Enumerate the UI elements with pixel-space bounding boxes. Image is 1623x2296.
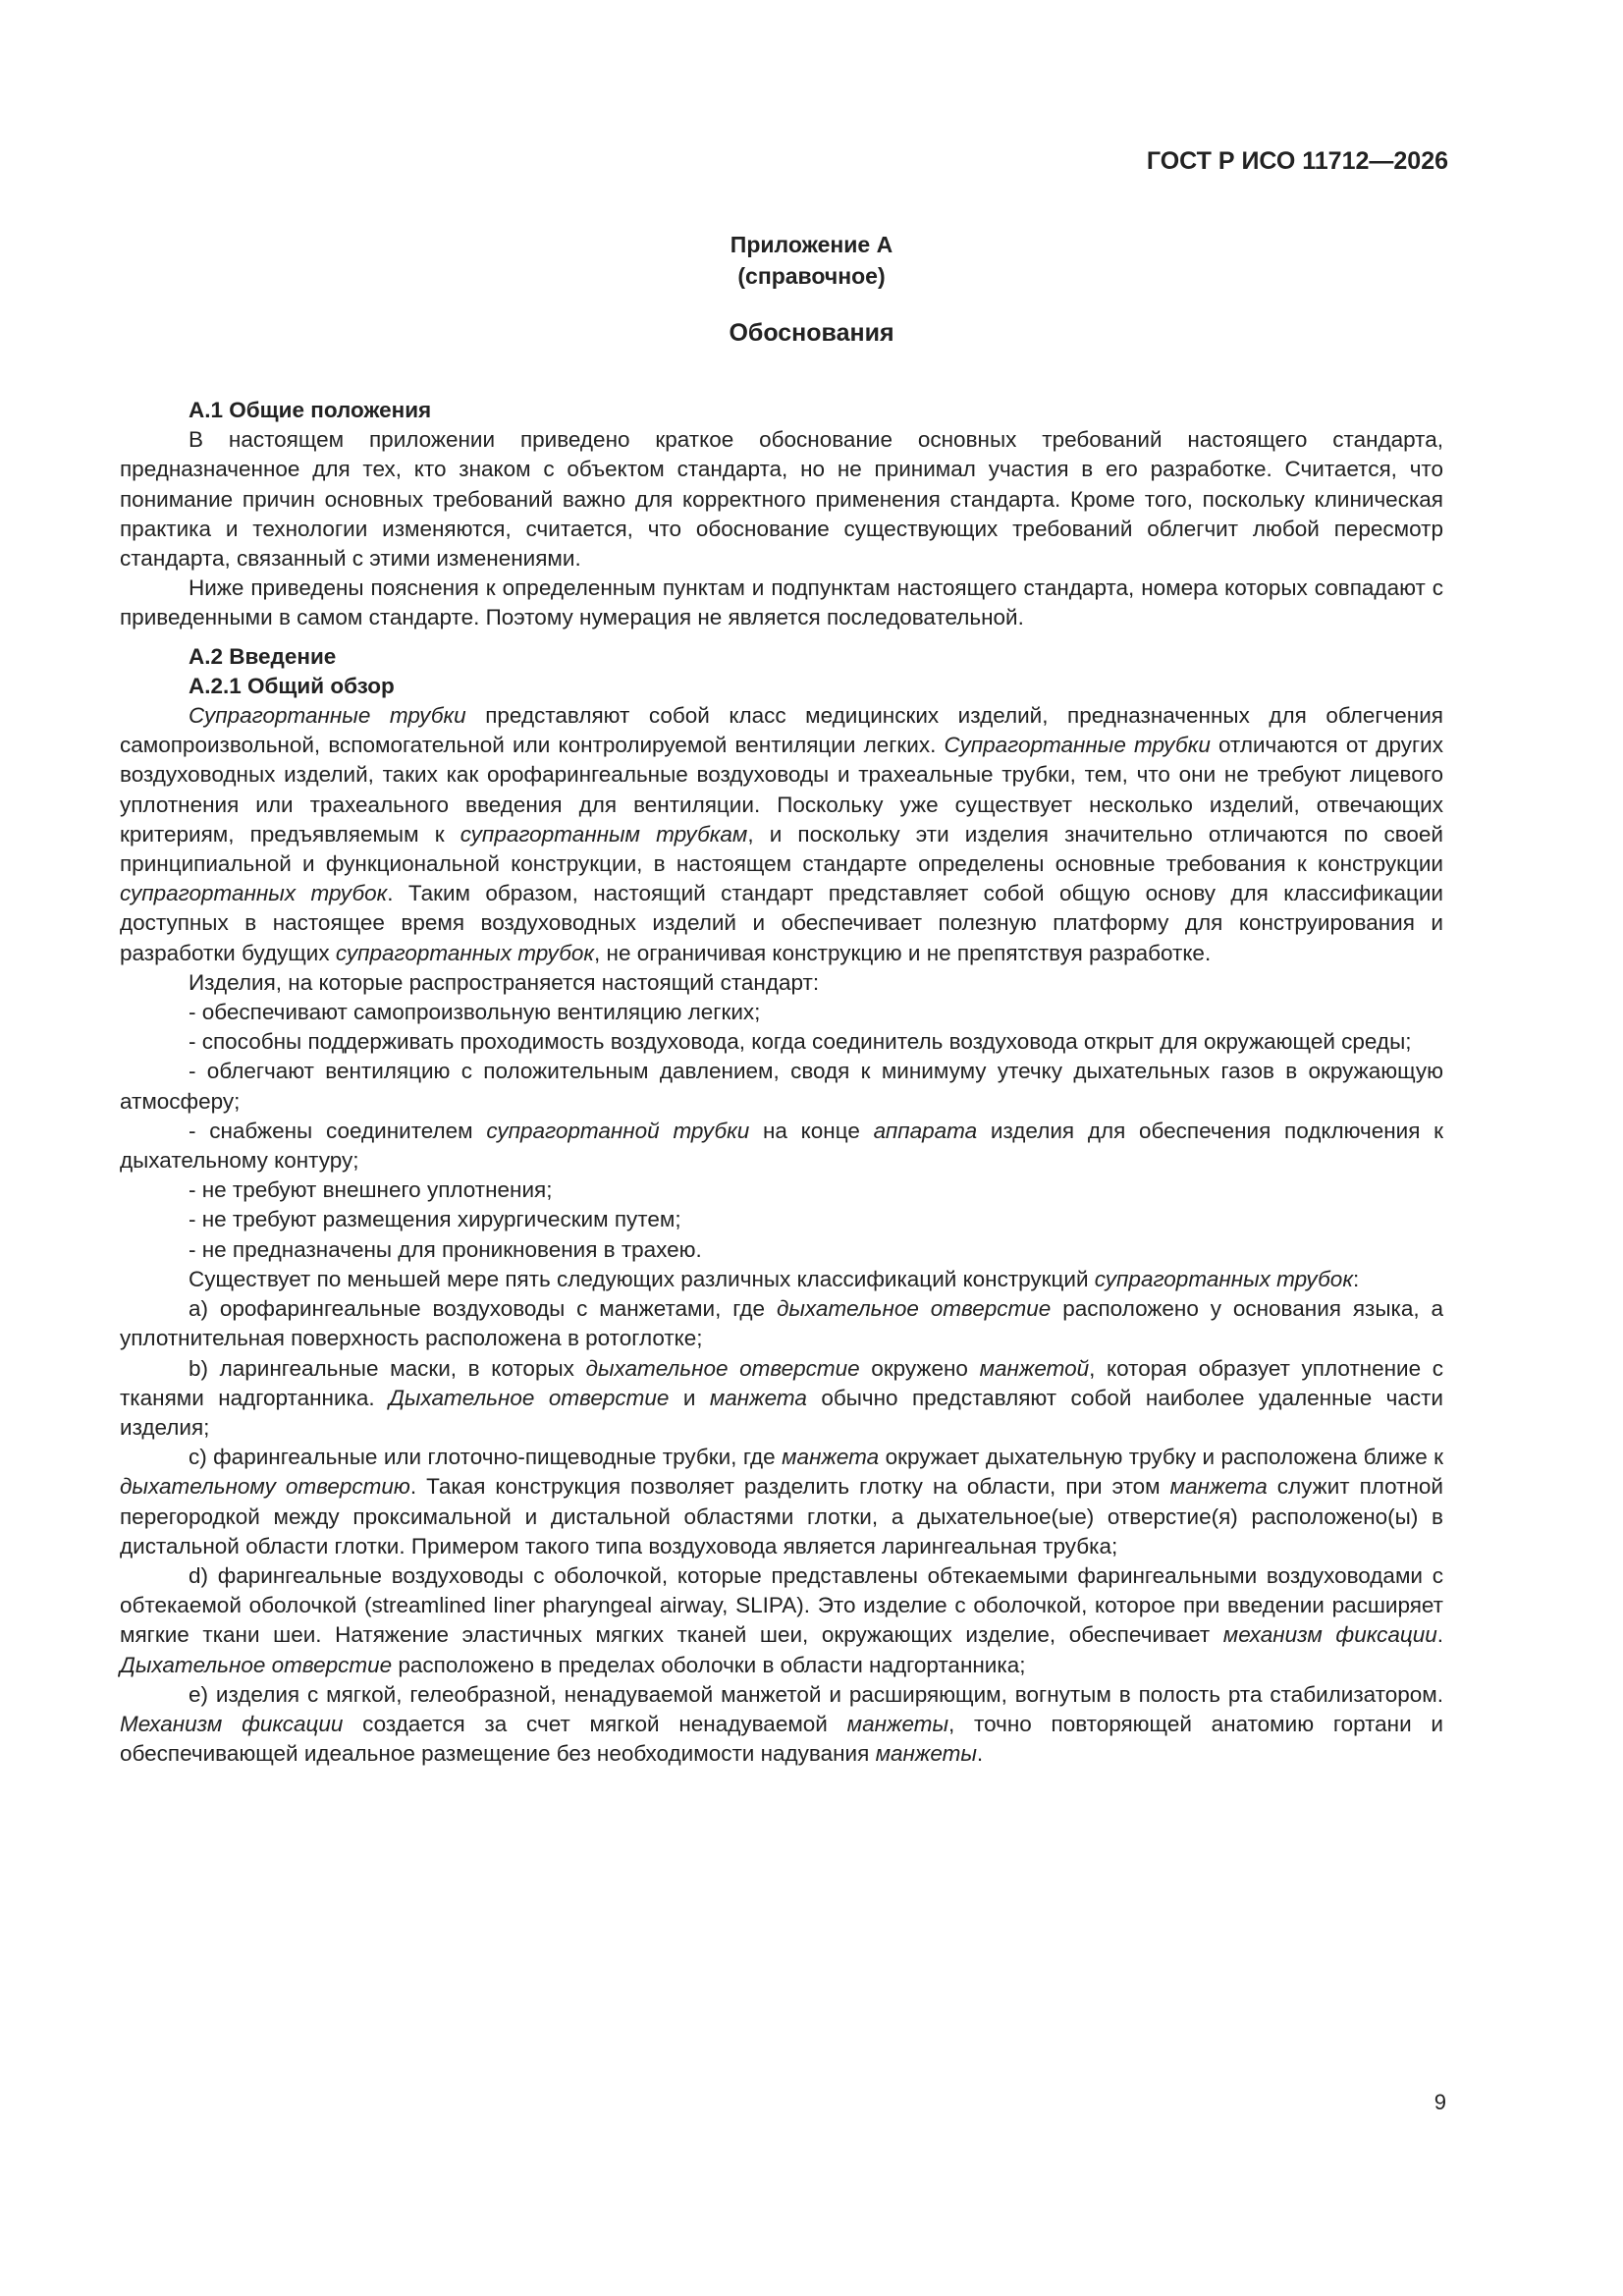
term: аппарата [873, 1118, 978, 1143]
text-run: представляют собой класс медицинских изделий, предназначенных для облегчения самопроизвольной, вспомогательной или контролируемой вентиляции легких. [120, 703, 1443, 758]
text-run: : [1352, 1266, 1360, 1291]
term: Дыхательное отверстие [120, 1652, 393, 1677]
term: Механизм фиксации [120, 1711, 344, 1736]
standard-code: ГОСТ Р ИСО 11712—2026 [1146, 147, 1448, 175]
text-run: служит плотной перегородкой между проксимальной и дистальной областями глотки, а дыхательное(ые) отверстие(я) расположено(ы) в дистальной области глотки. Примером такого типа воздуховода является ларингеальная трубка; [120, 1474, 1443, 1558]
text-run: создается за счет мягкой ненадуваемой [343, 1711, 847, 1736]
term: дыхательному отверстию [120, 1474, 410, 1500]
text-run: . [1436, 1622, 1443, 1648]
classes-intro [120, 1265, 1443, 1294]
term: манжеты [875, 1741, 977, 1767]
text-run: . [976, 1741, 984, 1767]
class-item-b [120, 1354, 1443, 1444]
class-item-d [120, 1561, 1443, 1680]
annex-status: (справочное) [737, 263, 886, 289]
text-run: e) изделия с мягкой, гелеобразной, ненадуваемой манжетой и расширяющим, вогнутым в полость рта стабилизатором. [189, 1681, 1443, 1707]
text-run: d) фарингеальные воздуховоды с оболочкой, которые представлены обтекаемыми фарингеальными воздуховодами с обтекаемой оболочкой (streamlined liner pharyngeal airway, SLIPA). Это изделие с оболочкой, которое при введении расширяет мягкие ткани шеи. Натяжение эластичных мягких тканей шеи, окружающих изделие, обеспечивает [120, 1562, 1443, 1648]
text-run: - снабжены соединителем [189, 1118, 487, 1143]
text-run: обычно представляют собой наиболее удаленные части изделия; [120, 1385, 1443, 1440]
term: супрагортанных трубок [335, 940, 595, 965]
text-run: c) фарингеальные или глоточно-пищеводные трубки, где [189, 1445, 783, 1470]
list-item: - обеспечивают самопроизвольную вентиляцию легких; [189, 1000, 761, 1025]
annex-heading: Обоснования [729, 319, 894, 347]
term: манжетой [979, 1355, 1090, 1381]
text-run: . Таким образом, настоящий стандарт представляет собой общую основу для классификации доступных в настоящее время воздуховодных изделий и обеспечивает полезную платформу для конструирования и разработки будущих [120, 881, 1443, 965]
class-item-c [120, 1443, 1443, 1561]
text-run: , точно повторяющей анатомию гортани и обеспечивающей идеальное размещение без необходимости надувания [120, 1711, 1443, 1767]
term: Дыхательное отверстие [389, 1385, 670, 1410]
text-run: , не ограничивая конструкцию и не препятствуя разработке. [594, 940, 1212, 965]
text-run: , и поскольку эти изделия значительно отличаются по своей принципиальной и функциональной конструкции, в настоящем стандарте определены основные требования к конструкции [120, 821, 1443, 877]
text-run: изделия для обеспечения подключения к дыхательному контуру; [120, 1118, 1443, 1174]
text-run: окружает дыхательную трубку и расположена ближе к [879, 1445, 1444, 1470]
term: Супрагортанные трубки [189, 703, 466, 729]
text-run: Существует по меньшей мере пять следующих различных классификаций конструкций [189, 1266, 1095, 1291]
term: супрагортанной трубки [486, 1118, 750, 1143]
intro-paragraph [120, 701, 1443, 968]
list-item: - облегчают вентиляцию с положительным давлением, сводя к минимуму утечку дыхательных газов в окружающую атмосферу; [120, 1059, 1443, 1114]
text-run: a) орофарингеальные воздуховоды с манжетами, где [189, 1296, 777, 1322]
term: манжета [709, 1385, 807, 1410]
text-run: , которая образует уплотнение с тканями надгортанника. [120, 1355, 1443, 1410]
list-item [120, 1117, 1443, 1175]
text-run: расположено у основания языка, а уплотнительная поверхность расположена в ротоглотке; [120, 1296, 1443, 1351]
annex-title-block [0, 229, 1623, 292]
text-run: . Такая конструкция позволяет разделить глотку на области, при этом [409, 1474, 1170, 1500]
text-run: расположено в пределах оболочки в области надгортанника; [392, 1652, 1026, 1677]
list-item: - не предназначены для проникновения в трахею. [189, 1236, 702, 1262]
document-body [120, 396, 1443, 1769]
term: дыхательное отверстие [776, 1296, 1052, 1322]
paragraph: Ниже приведены пояснения к определенным пунктам и подпунктам настоящего стандарта, номера которых совпадают с приведенными в самом стандарте. Поэтому нумерация не является последовательной. [120, 575, 1443, 630]
section-heading-a2: А.2 Введение [189, 643, 337, 669]
class-item-a [120, 1294, 1443, 1353]
text-run: на конце [749, 1118, 874, 1143]
section-heading-a1: А.1 Общие положения [189, 398, 432, 422]
term: Супрагортанные трубки [944, 733, 1211, 758]
page-number: 9 [1434, 2090, 1446, 2114]
text-run: и [669, 1385, 710, 1410]
list-intro: Изделия, на которые распространяется настоящий стандарт: [189, 969, 820, 995]
text-run: b) ларингеальные маски, в которых [189, 1355, 586, 1381]
term: механизм фиксации [1222, 1622, 1437, 1648]
term: супрагортанным трубкам [460, 821, 748, 847]
term: супрагортанных трубок [1094, 1266, 1353, 1291]
text-run: отличаются от других воздуховодных изделий, таких как орофарингеальные воздуховоды и трахеальные трубки, тем, что они не требуют лицевого уплотнения или трахеального введения для вентиляции. Поскольку уже существует несколько изделий, отвечающих критериям, предъявляемым к [120, 733, 1443, 847]
list-item: - не требуют внешнего уплотнения; [189, 1177, 553, 1203]
term: манжета [782, 1445, 880, 1470]
text-run: окружено [859, 1355, 980, 1381]
subsection-heading-a2-1: А.2.1 Общий обзор [189, 673, 395, 698]
annex-title: Приложение А [730, 232, 893, 257]
term: манжеты [846, 1711, 949, 1736]
term: супрагортанных трубок [120, 881, 388, 906]
paragraph: В настоящем приложении приведено краткое обоснование основных требований настоящего стандарта, предназначенное для тех, кто знаком с объектом стандарта, но не принимал участия в его разработке. Считается, что понимание причин основных требований важно для корректного применения стандарта. Кроме того, поскольку клиническая практика и технологии изменяются, считается, что обоснование существующих требований облегчит любой пересмотр стандарта, связанный с этими изменениями. [120, 427, 1443, 572]
term: манжета [1169, 1474, 1268, 1500]
class-item-e [120, 1680, 1443, 1770]
list-item: - не требуют размещения хирургическим путем; [189, 1207, 681, 1232]
list-item: - способны поддерживать проходимость воздуховода, когда соединитель воздуховода открыт для окружающей среды; [189, 1029, 1412, 1055]
term: дыхательное отверстие [585, 1355, 860, 1381]
